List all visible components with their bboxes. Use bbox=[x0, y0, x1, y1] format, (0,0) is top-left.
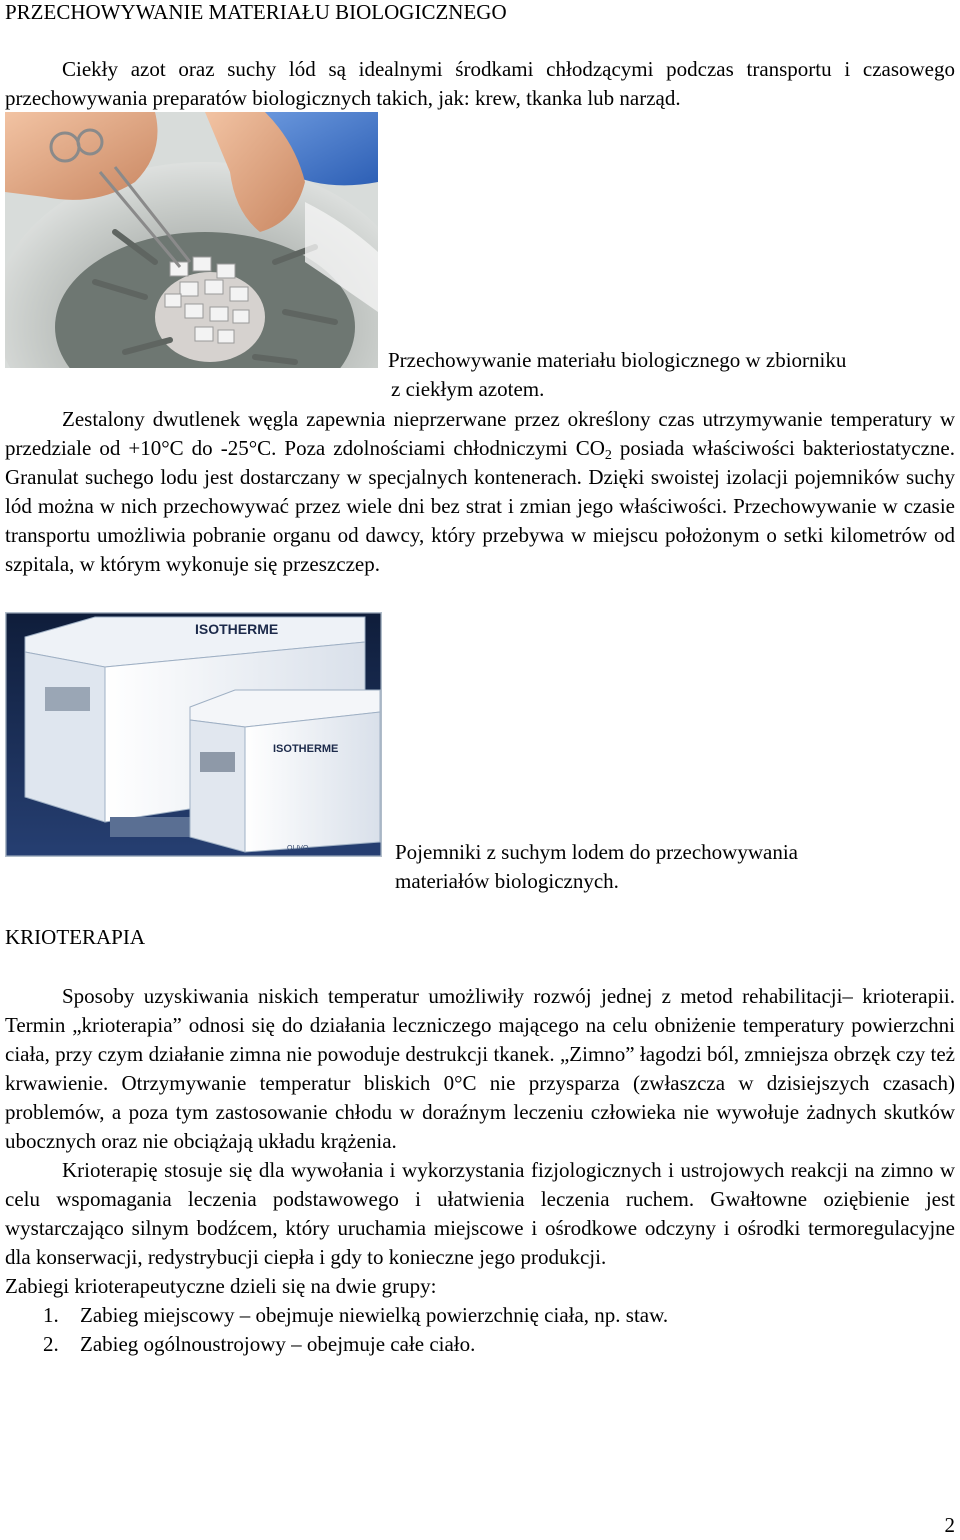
brand-label: OLIVO bbox=[287, 845, 309, 852]
figure1-caption-line2: z ciekłym azotem. bbox=[391, 377, 545, 401]
figure1-caption bbox=[388, 346, 958, 404]
intro-paragraph: Ciekły azot oraz suchy lód są idealnymi środkami chłodzącymi podczas transportu i czasowego przechowywania preparatów biologicznych takich, jak: krew, tkanka lub narząd. bbox=[5, 57, 955, 110]
co2-subscript: 2 bbox=[604, 448, 612, 463]
list-item-number: 1. bbox=[43, 1303, 59, 1327]
dry-ice-text-b: posiada właściwości bakteriostatyczne. Granulat suchego lodu jest dostarczany w specjalnych kontenerach. Dzięki swoistej izolacji pojemników suchy lód można w nich przechowywać przez wiele dni bez strat i zmian jego właściwości. Przechowywanie w czasie transportu umożliwia pobranie organu od dawcy, który przebywa w miejscu położonym o setki kilometrów od szpitala, w którym wykonuje się przeszczep. bbox=[5, 436, 956, 576]
dry-ice-containers-photo bbox=[5, 612, 382, 857]
figure2-caption bbox=[395, 838, 955, 896]
cryotherapy-list-intro: Zabiegi krioterapeutyczne dzieli się na dwie grupy: bbox=[5, 1274, 437, 1298]
list-item-text: Zabieg miejscowy – obejmuje niewielką powierzchnię ciała, np. staw. bbox=[80, 1303, 669, 1327]
big-box-label: ISOTHERME bbox=[195, 621, 279, 637]
dry-ice-text-a: Zestalony dwutlenek węgla zapewnia nieprzerwane przez określony czas utrzymywanie temperatury w przedziale od +10°C do -25°C. Poza zdolnościami chłodniczymi CO bbox=[5, 407, 955, 460]
cryotherapy-paragraph1: Sposoby uzyskiwania niskich temperatur umożliwiły rozwój jednej z metod rehabilitacji– krioterapii. Termin „krioterapia” odnosi się do działania leczniczego mającego na celu obniżenie temperatury powierzchni ciała, przy czym działanie zimna nie powoduje destrukcji tkanek. „Zimno” łagodzi ból, zmniejsza obrzęk czy też krwawienie. Otrzymywanie temperatur bliskich 0°C nie przysparza (zwłaszcza w dzisiejszych czasach) problemów, a poza tym zastosowanie chłodu w doraźnym leczeniu człowieka nie wywołuje żadnych skutków ubocznych oraz nie obciążają układu krążenia. bbox=[5, 984, 955, 1153]
dry-ice-paragraph bbox=[5, 405, 955, 579]
section-title-cryotherapy: KRIOTERAPIA bbox=[5, 925, 145, 949]
list-item-text: Zabieg ogólnoustrojowy – obejmuje całe ciało. bbox=[80, 1332, 476, 1356]
page-number: 2 bbox=[944, 1513, 955, 1537]
figure1-caption-line1: Przechowywanie materiału biologicznego w zbiorniku bbox=[388, 348, 847, 372]
cryotherapy-list bbox=[5, 1301, 955, 1359]
figure2-caption-line2: materiałów biologicznych. bbox=[395, 869, 619, 893]
list-item-number: 2. bbox=[43, 1332, 59, 1356]
figure2-caption-line1: Pojemniki z suchym lodem do przechowywania bbox=[395, 840, 798, 864]
liquid-nitrogen-tank-photo bbox=[5, 112, 378, 368]
list-item bbox=[5, 1301, 955, 1330]
small-box-label: ISOTHERME bbox=[273, 743, 339, 755]
list-item bbox=[5, 1330, 955, 1359]
section-title-storage: PRZECHOWYWANIE MATERIAŁU BIOLOGICZNEGO bbox=[5, 0, 507, 24]
cryotherapy-body bbox=[5, 982, 955, 1359]
cryotherapy-paragraph2: Krioterapię stosuje się dla wywołania i wykorzystania fizjologicznych i ustrojowych reakcji na zimno w celu wspomagania leczenia podstawowego i ułatwienia leczenia ruchem. Gwałtowne oziębienie jest wystarczająco silnym bodźcem, który uruchamia miejscowe i ośrodkowe odczyny i ośrodki termoregulacyjne dla konserwacji, redystrybucji ciepła i gdy to konieczne jego produkcji. bbox=[5, 1158, 955, 1269]
